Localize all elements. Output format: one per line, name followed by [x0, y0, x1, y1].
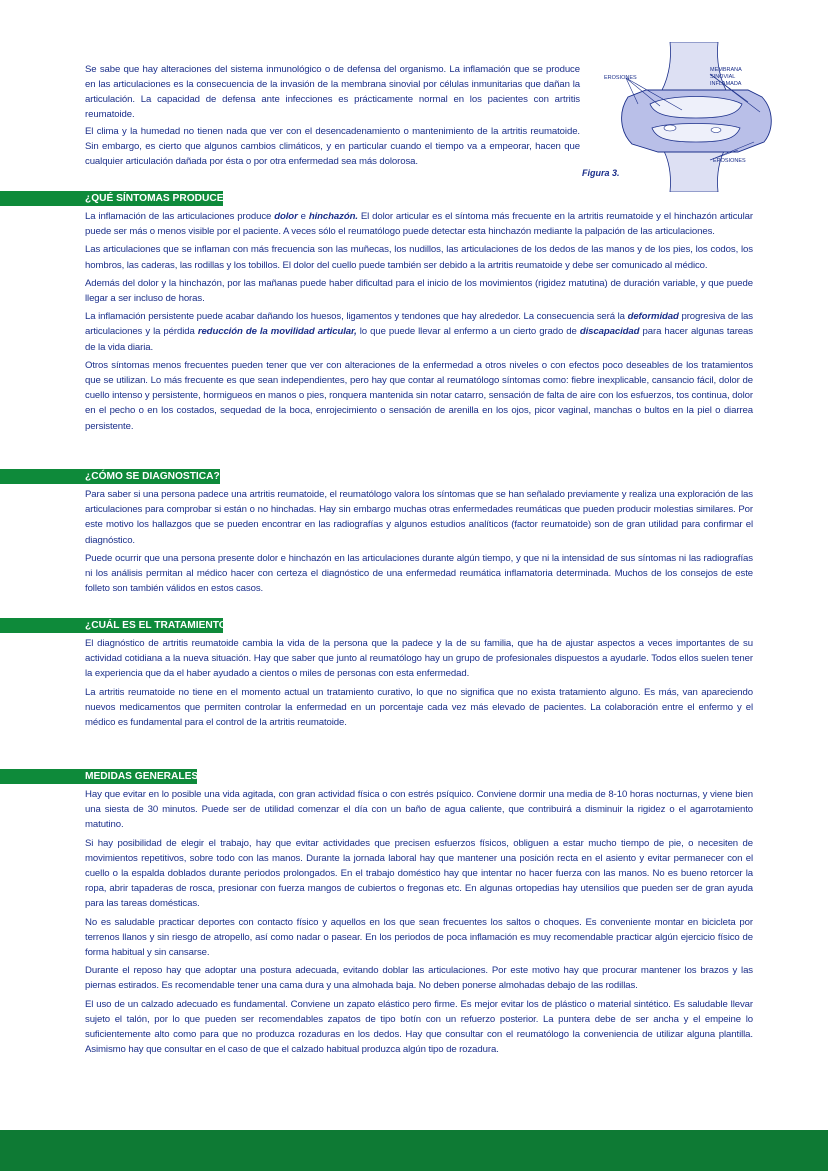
label-membrana: MEMBRANA	[710, 67, 742, 73]
figure-caption: Figura 3.	[582, 168, 620, 178]
section-tratamiento	[0, 618, 828, 733]
erosion-mark	[711, 128, 721, 133]
paragraph: Hay que evitar en lo posible una vida agitada, con gran actividad física o con estrés psíquico. Conviene dormir una media de 8-10 horas nocturnas, y viene bien una siesta de 30 minutos. Puede ser de utilidad comenzar el día con un baño de agua caliente, que contribuirá a disminuir la rigidez o el agarrotamiento matutino.	[85, 789, 753, 831]
section-sintomas	[0, 191, 828, 437]
intro-text	[85, 62, 580, 171]
paragraph: No es saludable practicar deportes con contacto físico y aquellos en los que sean frecuentes los saltos o choques. Es conveniente montar en bicicleta por terrenos llanos y sin riesgo de atropello, así como nadar o pasear. En los periodos de poca inflamación es muy recomendable practicar algún ejercicio físico de forma habitual y sin cansarse.	[85, 916, 753, 959]
section-title: ¿CUÁL ES EL TRATAMIENTO?	[85, 620, 233, 631]
paragraph: Otros síntomas menos frecuentes pueden tener que ver con alteraciones de la enfermedad a otros niveles o con efectos poco deseables de los tratamientos que se utilizan. Lo más frecuente es que sean independientes, pero hay que contar al reumatólogo síntomas como: fiebre inexplicable, cansancio fácil, dolor de cuello intenso y persistente, hormigueos en manos o pies, ronquera mantenida sin notar catarro, sensación de falta de aire con los esfuerzos, tos continua, dolor en el pecho o en los costados, sequedad de la boca, enrojecimiento o sensación de arenilla en los ojos, picor vaginal, manchas o bultos en la piel o diarrea persistente.	[85, 359, 753, 432]
paragraph: Puede ocurrir que una persona presente dolor e hinchazón en las articulaciones durante algún tiempo, y que ni la intensidad de sus síntomas ni las radiografías ni los análisis permitan al médico hacer con certeza el diagnóstico de una enfermedad reumática inflamatoria determinada. Muchos de los consejos de este folleto son también válidos en estos casos.	[85, 552, 753, 595]
label-erosiones-right: EROSIONES	[713, 158, 746, 164]
section-title: ¿QUÉ SÍNTOMAS PRODUCE?	[85, 193, 230, 204]
paragraph: Las articulaciones que se inflaman con más frecuencia son las muñecas, los nudillos, las articulaciones de los dedos de las manos y de los pies, los codos, los hombros, las caderas, las rodillas y los tobillos. El dolor del cuello puede también ser debido a la artritis reumatoide y debe ser comunicado al médico.	[85, 244, 753, 271]
section-body	[85, 209, 753, 434]
section-body	[85, 636, 753, 730]
section-header	[0, 191, 828, 206]
section-body	[85, 787, 753, 1057]
paragraph: La inflamación de las articulaciones produce dolor e hinchazón. El dolor articular es el síntoma más frecuente en la artritis reumatoide y el hinchazón articular puede ser más o menos visible por el paciente. A veces sólo el reumatólogo puede detectar esta hinchazón mediante la palpación de las articulaciones.	[85, 211, 753, 238]
footer-band	[0, 1130, 828, 1171]
erosion-mark	[664, 125, 676, 131]
label-inflamada: INFLAMADA	[710, 81, 742, 87]
paragraph: El diagnóstico de artritis reumatoide cambia la vida de la persona que la padece y la de su familia, que ha de ajustar aspectos a veces importantes de su actividad cotidiana a la nueva situación. Hay que saber que junto al reumatólogo hay un grupo de profesionales dispuestos a ayudarle. Todos ellos suelen tener la experiencia que da el haber ayudado a cientos o miles de personas con esta enfermedad.	[85, 638, 753, 680]
label-erosiones-left: EROSIONES	[604, 75, 637, 81]
section-title: ¿CÓMO SE DIAGNOSTICA?	[85, 471, 220, 482]
joint-illustration	[598, 42, 798, 192]
paragraph: Durante el reposo hay que adoptar una postura adecuada, evitando doblar las articulaciones. Por este motivo hay que procurar mantener los brazos y las piernas estirados. Es recomendable tener una cama dura y una almohada baja. No deben ponerse almohadas debajo de las rodillas.	[85, 965, 753, 992]
paragraph: Para saber si una persona padece una artritis reumatoide, el reumatólogo valora los síntomas que se han señalado previamente y realiza una exploración de las articulaciones para comprobar si están o no hinchadas. Hay sin embargo muchas otras enfermedades reumáticas que pueden producir molestias similares. Por este motivo los hallazgos que se pueden encontrar en las radiografías y algunos estudios analíticos (factor reumatoide) son de gran utilidad para confirmar el diagnóstico.	[85, 489, 753, 546]
label-sinovial: SINOVIAL	[710, 74, 736, 80]
section-title: MEDIDAS GENERALES	[85, 771, 199, 782]
paragraph: Además del dolor y la hinchazón, por las mañanas puede haber dificultad para el inicio de los movimientos (rigidez matutina) de duración variable, y que puede llegar a ser incluso de horas.	[85, 277, 753, 305]
intro-paragraph: El clima y la humedad no tienen nada que ver con el desencadenamiento o mantenimiento de la artritis reumatoide. Sin embargo, es cierto que algunos cambios climáticos, y en particular cuando el tiempo va a empeorar, hacen que cualquier articulación dañada por ésta o por otra enfermedad sea más dolorosa.	[85, 126, 580, 167]
paragraph: Si hay posibilidad de elegir el trabajo, hay que evitar actividades que precisen esfuerzos físicos, obliguen a estar mucho tiempo de pie, o necesiten de movimientos repetitivos, sobre todo con las manos. Durante la jornada laboral hay que mantener una posición recta en el asiento y evitar permanecer con el cuello o la espalda doblados durante periodos prolongados. En el trabajo doméstico hay que intentar no hacer fuerza con las manos. No es bueno retorcer la ropa, abrir tapaderas de rosca, presionar con fuerza mangos de cubiertos o fregonas etc. En algunas ortopedias hay utensilios que pueden ser de gran ayuda para las tareas domésticas.	[85, 837, 753, 910]
section-medidas	[0, 769, 828, 1060]
intro-paragraph: Se sabe que hay alteraciones del sistema inmunológico o de defensa del organismo. La inflamación que se produce en las articulaciones es la consecuencia de la invasión de la membrana sinovial por células inmunitarias que dañan la articulación. La capacidad de defensa ante infecciones es prácticamente normal en los pacientes con artritis reumatoide.	[85, 64, 580, 120]
section-body	[85, 487, 753, 596]
section-header	[0, 618, 828, 633]
section-diagnostico	[0, 469, 828, 599]
section-header	[0, 769, 828, 784]
section-header	[0, 469, 828, 484]
paragraph: La inflamación persistente puede acabar dañando los huesos, ligamentos y tendones que hay alrededor. La consecuencia será la deformidad progresiva de las articulaciones y la pérdida reducción de la movilidad articular, lo que puede llevar al enfermo a un cierto grado de discapacidad para hacer algunas tareas de la vida diaria.	[85, 311, 753, 353]
paragraph: El uso de un calzado adecuado es fundamental. Conviene un zapato elástico pero firme. Es mejor evitar los de plástico o material sintético. Es saludable llevar sujeto el talón, por lo que pueden ser recomendables zapatos de tipo botín con un refuerzo posterior. La puntera debe de ser ancha y el empeine lo suficientemente alto como para que no produzca rozaduras en los dedos. Hay que consultar con el reumatólogo la conveniencia de utilizar alguna plantilla. Asimismo hay que consultar en el caso de que el calzado habitual produzca algún tipo de rozadura.	[85, 998, 753, 1056]
paragraph: La artritis reumatoide no tiene en el momento actual un tratamiento curativo, lo que no significa que no exista tratamiento alguno. Es más, van apareciendo nuevos medicamentos que permiten controlar la enfermedad en un porcentaje cada vez más elevado de pacientes. La colaboración entre el enfermo y el médico es fundamental para el control de la artritis reumatoide.	[85, 686, 753, 729]
